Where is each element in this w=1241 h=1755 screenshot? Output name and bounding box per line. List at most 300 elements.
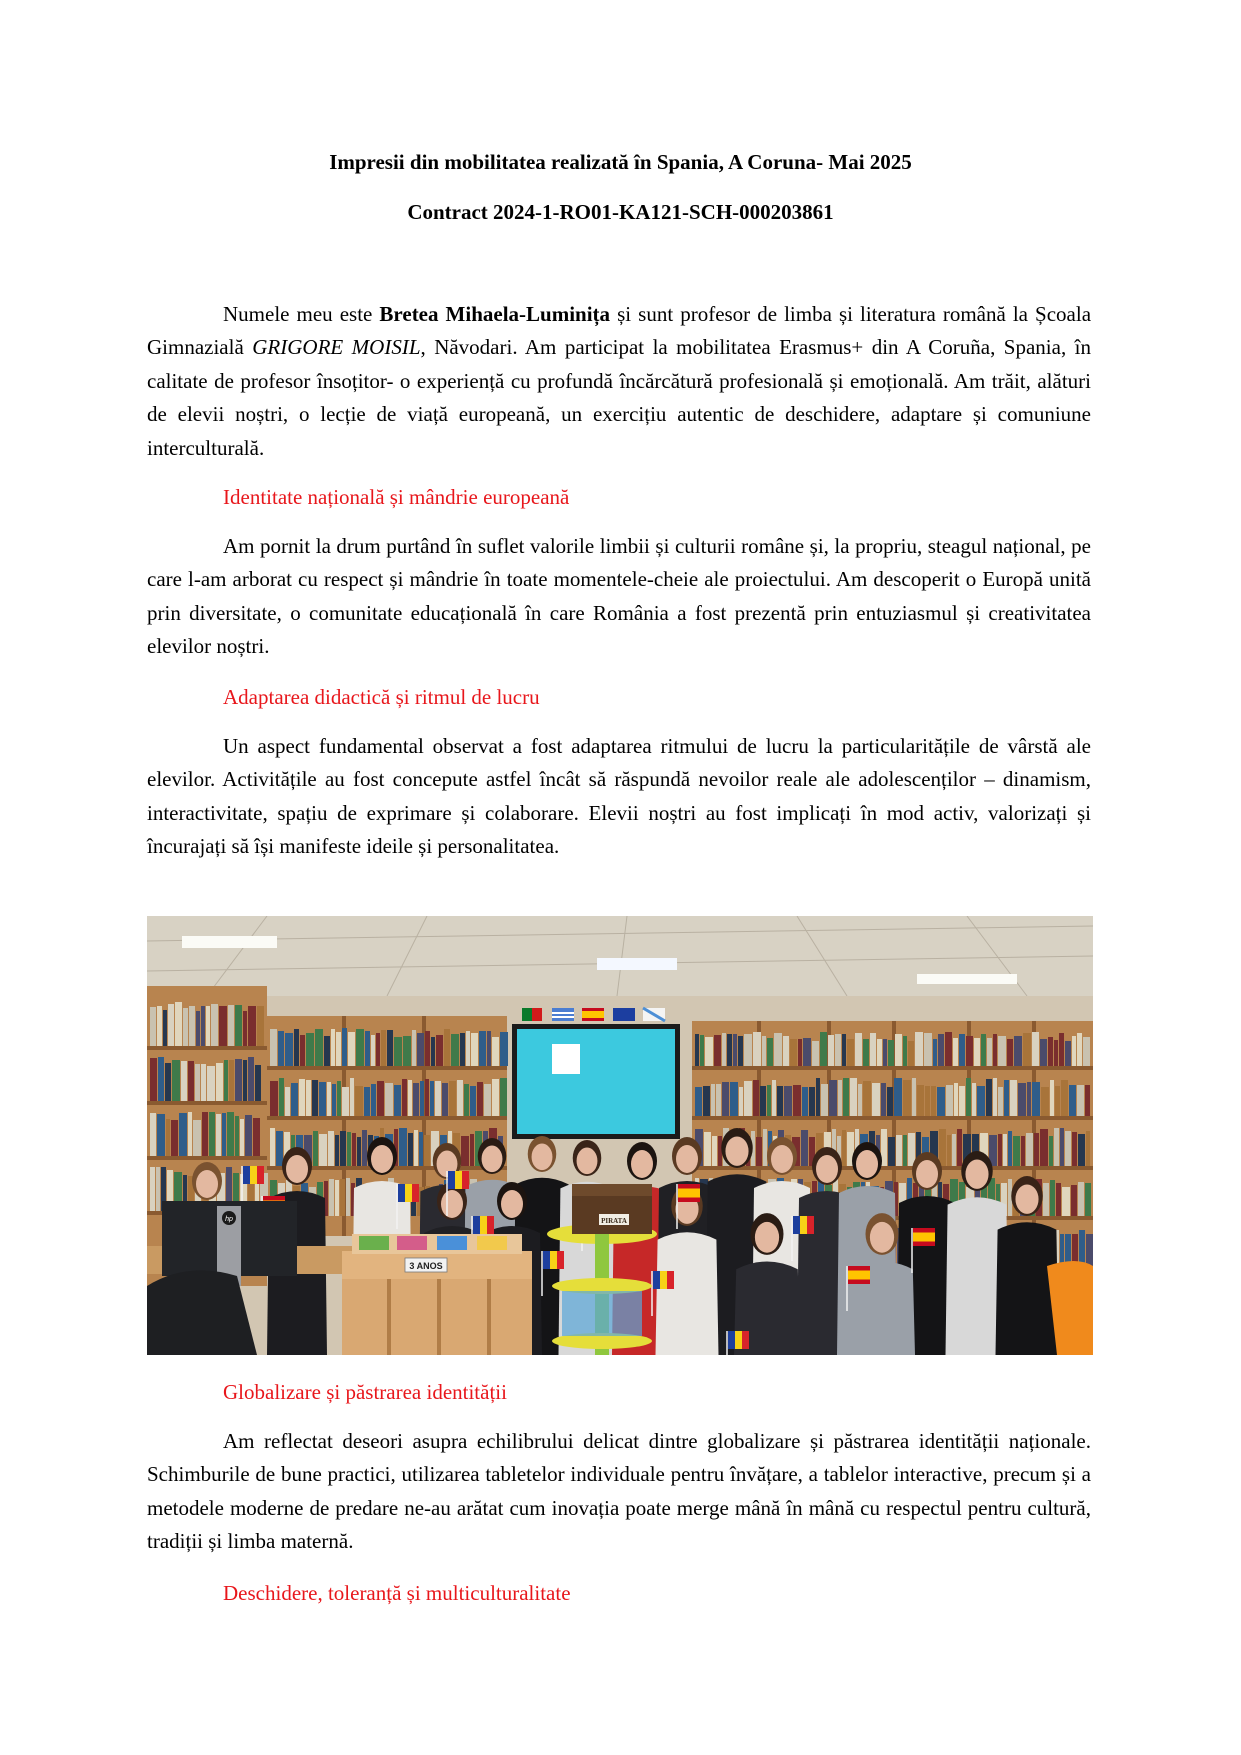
- book: [500, 1032, 508, 1066]
- book: [1050, 1080, 1054, 1116]
- book: [414, 1130, 418, 1166]
- book: [315, 1029, 323, 1066]
- book: [449, 1081, 456, 1116]
- section-heading-identity: Identitate națională și mândrie europeană: [223, 485, 570, 509]
- book: [870, 1033, 876, 1066]
- book: [802, 1087, 808, 1116]
- book: [711, 1084, 715, 1116]
- book: [1086, 1234, 1093, 1266]
- book: [959, 1086, 965, 1116]
- section-heading-didactic: Adaptarea didactică și ritmul de lucru: [223, 685, 540, 709]
- section-heading-openness: Deschidere, toleranță și multiculturalitate: [223, 1581, 571, 1605]
- book: [966, 1078, 971, 1116]
- book: [319, 1134, 327, 1166]
- book: [705, 1037, 713, 1066]
- book: [703, 1086, 710, 1116]
- book: [888, 1137, 895, 1166]
- childrens-bookcase: [342, 1234, 532, 1355]
- book: [1021, 1136, 1025, 1166]
- author-name: Bretea Mihaela-Luminița: [379, 302, 611, 326]
- book: [435, 1081, 441, 1116]
- book: [1003, 1134, 1007, 1166]
- book: [385, 1083, 393, 1116]
- book: [484, 1084, 491, 1116]
- book: [1040, 1039, 1047, 1066]
- book: [209, 1112, 215, 1156]
- book: [329, 1179, 334, 1216]
- book: [270, 1081, 278, 1116]
- book: [211, 1004, 218, 1046]
- school-name: GRIGORE MOISIL: [252, 335, 421, 360]
- book: [903, 1135, 907, 1166]
- book: [977, 1086, 985, 1116]
- book: [993, 1034, 997, 1066]
- book: [206, 1006, 210, 1046]
- book: [855, 1033, 862, 1066]
- book: [1077, 1033, 1082, 1066]
- book: [767, 1085, 771, 1116]
- flag-eu: [613, 1008, 635, 1021]
- book: [695, 1087, 702, 1116]
- book: [150, 1058, 157, 1101]
- book: [784, 1086, 792, 1116]
- group-photo: [147, 916, 1093, 1355]
- book: [356, 1029, 364, 1066]
- book: [216, 1114, 221, 1156]
- book: [464, 1084, 469, 1116]
- book: [981, 1034, 986, 1066]
- book: [915, 1032, 923, 1066]
- book: [340, 1131, 346, 1166]
- book: [695, 1034, 699, 1066]
- book: [387, 1030, 393, 1066]
- book: [924, 1033, 932, 1066]
- book: [1078, 1134, 1085, 1166]
- book: [835, 1034, 841, 1066]
- book: [417, 1033, 424, 1066]
- book: [716, 1084, 721, 1116]
- book: [477, 1082, 483, 1116]
- book: [487, 1031, 491, 1066]
- book: [342, 1087, 349, 1116]
- book: [219, 1006, 227, 1046]
- book: [863, 1081, 871, 1116]
- book: [394, 1085, 401, 1116]
- book: [381, 1030, 386, 1066]
- ceiling-light: [917, 974, 1017, 984]
- book: [1007, 1039, 1013, 1066]
- book: [461, 1136, 469, 1166]
- book: [952, 1134, 956, 1166]
- book: [424, 1135, 430, 1166]
- book: [285, 1087, 290, 1116]
- board-window: [552, 1044, 580, 1074]
- book: [248, 1057, 254, 1101]
- book: [376, 1033, 380, 1066]
- book: [313, 1131, 318, 1166]
- book: [168, 1004, 174, 1046]
- book: [253, 1118, 260, 1156]
- book: [712, 1136, 717, 1166]
- book: [278, 1031, 284, 1066]
- book: [895, 1034, 902, 1066]
- book: [972, 1083, 976, 1116]
- book: [235, 1005, 242, 1046]
- section-body-globalization: Am reflectat deseori asupra echilibrului delicat dintre globalizare și păstrarea identității naționale. Schimburile de bune practici, utilizarea tabletelor individuale pentru învățare, a tablelor interactive, precum și a metodele moderne de predare ne-au arătat cum inovația poate merge mână în mână cu respectul pentru cultură, tradiții și limba maternă.: [147, 1429, 1091, 1554]
- book: [998, 1134, 1002, 1166]
- book: [966, 1036, 973, 1066]
- book: [816, 1078, 820, 1116]
- hp-logo-text: hp: [225, 1216, 233, 1223]
- book: [1018, 1083, 1026, 1116]
- book: [306, 1080, 311, 1116]
- book: [324, 1036, 330, 1066]
- book: [460, 1033, 465, 1066]
- book: [809, 1087, 815, 1116]
- intro-paragraph: [147, 298, 1091, 465]
- book: [793, 1085, 801, 1116]
- book: [362, 1130, 367, 1166]
- book: [158, 1057, 164, 1101]
- book: [883, 1039, 887, 1066]
- book: [881, 1083, 886, 1116]
- book: [300, 1035, 305, 1066]
- book: [347, 1132, 351, 1166]
- book: [346, 1178, 350, 1216]
- book: [248, 1006, 256, 1046]
- book: [1060, 1234, 1064, 1266]
- book: [243, 1011, 247, 1046]
- book: [285, 1033, 293, 1066]
- book: [946, 1085, 953, 1116]
- book: [222, 1113, 226, 1156]
- book: [156, 1167, 160, 1211]
- book: [350, 1078, 354, 1116]
- book: [1040, 1129, 1048, 1166]
- book: [245, 1115, 252, 1156]
- book: [998, 1036, 1006, 1066]
- book: [959, 1034, 965, 1066]
- book: [172, 1060, 180, 1101]
- flag-greece: [552, 1008, 574, 1021]
- book: [753, 1032, 761, 1066]
- book: [722, 1082, 729, 1116]
- book: [753, 1080, 759, 1116]
- book: [188, 1061, 194, 1101]
- intro-after-name: și sunt profesor de limba și literatura română la Școala Gimnazială: [147, 302, 1092, 360]
- book: [291, 1083, 298, 1116]
- book: [471, 1033, 478, 1066]
- book: [744, 1081, 752, 1116]
- book: [257, 1006, 264, 1046]
- book: [179, 1113, 187, 1156]
- book: [328, 1131, 334, 1166]
- book: [925, 1086, 930, 1116]
- book: [457, 1080, 463, 1116]
- book: [850, 1078, 857, 1116]
- chest-label-text: PIRATA: [601, 1217, 627, 1225]
- book: [1014, 1036, 1022, 1066]
- book: [1043, 1183, 1049, 1216]
- book: [877, 1039, 882, 1066]
- book: [364, 1087, 370, 1116]
- book: [420, 1081, 424, 1116]
- book: [908, 1133, 915, 1166]
- book: [327, 1082, 331, 1116]
- book: [803, 1038, 811, 1066]
- book: [243, 1060, 247, 1101]
- book: [1008, 1131, 1012, 1166]
- book: [340, 1179, 345, 1216]
- book: [371, 1035, 375, 1066]
- book: [224, 1060, 228, 1101]
- book: [838, 1080, 842, 1116]
- book: [1086, 1131, 1090, 1166]
- book: [858, 1084, 862, 1116]
- book: [312, 1080, 318, 1116]
- book: [165, 1063, 171, 1101]
- book: [201, 1064, 206, 1101]
- book: [760, 1086, 766, 1116]
- book: [842, 1130, 846, 1166]
- book: [1054, 1040, 1058, 1066]
- book: [365, 1031, 370, 1066]
- book: [436, 1035, 443, 1066]
- book: [1077, 1085, 1084, 1116]
- book: [357, 1137, 361, 1166]
- book: [801, 1130, 808, 1166]
- book: [1048, 1037, 1053, 1066]
- book: [762, 1036, 766, 1066]
- book: [279, 1078, 284, 1116]
- section-heading-globalization: Globalizare și păstrarea identității: [223, 1380, 507, 1404]
- book: [767, 1038, 773, 1066]
- book: [1049, 1136, 1053, 1166]
- section-body-identity: Am pornit la drum purtând în suflet valorile limbii și culturii române și, la propriu, steagul național, pe care l-am arborat cu respect și mândrie în toate momentele-cheie ale proiectului. Am descoperit o Europă unită prin diversitate, o comunitate educațională în care România a fost prezentă prin entuziasmul și creativitatea elevilor noștri.: [147, 534, 1091, 659]
- book: [202, 1112, 208, 1156]
- book: [403, 1036, 411, 1066]
- book: [790, 1039, 797, 1066]
- book: [1085, 1183, 1091, 1216]
- book: [954, 1083, 958, 1116]
- book: [492, 1037, 499, 1066]
- book: [235, 1116, 239, 1156]
- book: [700, 1035, 704, 1066]
- book: [908, 1041, 914, 1066]
- book: [727, 1034, 732, 1066]
- book: [408, 1080, 412, 1116]
- book: [1055, 1086, 1060, 1116]
- book: [276, 1131, 283, 1166]
- book: [335, 1135, 339, 1166]
- book: [974, 1038, 980, 1066]
- book: [1085, 1085, 1090, 1116]
- book: [1069, 1085, 1076, 1116]
- book: [1026, 1133, 1033, 1166]
- book: [228, 1005, 234, 1046]
- book: [722, 1033, 726, 1066]
- book: [896, 1135, 902, 1166]
- book: [451, 1034, 459, 1066]
- book: [163, 1010, 167, 1046]
- book: [1023, 1033, 1031, 1066]
- book: [235, 1059, 242, 1101]
- group-photo-illustration: [147, 916, 1093, 1355]
- book: [1032, 1082, 1040, 1116]
- book: [150, 1113, 156, 1156]
- book: [335, 1180, 339, 1216]
- book: [937, 1087, 945, 1116]
- book: [348, 1032, 355, 1066]
- book: [337, 1081, 341, 1116]
- book: [998, 1087, 1003, 1116]
- book: [829, 1080, 837, 1116]
- book: [216, 1063, 223, 1101]
- book: [1061, 1080, 1068, 1116]
- book: [888, 1040, 894, 1066]
- book: [171, 1120, 178, 1156]
- book: [470, 1086, 476, 1116]
- book: [820, 1032, 827, 1066]
- book: [270, 1029, 277, 1066]
- book: [207, 1066, 215, 1101]
- book: [821, 1084, 828, 1116]
- book: [331, 1029, 335, 1066]
- book: [957, 1129, 962, 1166]
- book: [763, 1129, 767, 1166]
- book: [1065, 1131, 1071, 1166]
- book: [847, 1039, 854, 1066]
- book: [442, 1083, 448, 1116]
- book: [738, 1036, 743, 1066]
- book: [183, 1008, 188, 1046]
- book: [1062, 1187, 1070, 1216]
- book: [863, 1039, 869, 1066]
- book: [1054, 1128, 1059, 1166]
- book: [894, 1078, 902, 1116]
- book: [425, 1079, 429, 1116]
- book: [402, 1079, 407, 1116]
- book: [181, 1061, 187, 1101]
- book: [413, 1083, 419, 1116]
- book: [270, 1128, 275, 1166]
- book: [986, 1079, 992, 1116]
- book: [1079, 1230, 1085, 1266]
- pirate-chest: [572, 1184, 652, 1234]
- book: [704, 1132, 711, 1166]
- book: [175, 1002, 182, 1046]
- book: [492, 1079, 499, 1116]
- book: [227, 1112, 234, 1156]
- book: [444, 1029, 450, 1066]
- book: [912, 1078, 916, 1116]
- book: [240, 1119, 244, 1156]
- book: [872, 1083, 880, 1116]
- book: [993, 1078, 997, 1116]
- book: [425, 1031, 430, 1066]
- document-title: Impresii din mobilitatea realizată în Spania, A Coruna- Mai 2025: [329, 150, 912, 174]
- book: [419, 1132, 423, 1166]
- book: [355, 1086, 363, 1116]
- book: [1004, 1080, 1009, 1116]
- book: [777, 1086, 783, 1116]
- book: [352, 1133, 356, 1166]
- book: [193, 1120, 201, 1156]
- book: [189, 1006, 195, 1046]
- book: [903, 1036, 907, 1066]
- book: [1078, 1182, 1084, 1216]
- book: [1050, 1180, 1055, 1216]
- book: [774, 1033, 782, 1066]
- intro-after-school: , Năvodari. Am participat la mobilitatea Erasmus+ din A Coruña, Spania, în calitate de profesor însoțitor- o experiență cu profundă încărcătură profesională și emoțională. Am trăit, alături de elevii noștri, o lecție de viață europeană, un exercițiu autentic de deschidere, adaptare și comuniune interculturală.: [147, 335, 1091, 460]
- book: [1041, 1087, 1049, 1116]
- book: [1083, 1037, 1090, 1066]
- ceiling-light: [597, 958, 677, 970]
- book: [408, 1133, 413, 1166]
- book: [739, 1087, 743, 1116]
- book: [812, 1041, 819, 1066]
- book: [157, 1006, 162, 1046]
- book: [887, 1087, 893, 1116]
- book: [1013, 1136, 1020, 1166]
- book: [756, 1137, 762, 1166]
- book: [1065, 1041, 1071, 1066]
- book: [166, 1119, 170, 1156]
- book: [917, 1085, 924, 1116]
- book: [1010, 1080, 1017, 1116]
- book: [842, 1034, 846, 1066]
- book: [394, 1037, 402, 1066]
- book: [798, 1039, 802, 1066]
- book: [196, 1011, 200, 1046]
- book: [466, 1031, 470, 1066]
- book: [1032, 1032, 1039, 1066]
- book: [299, 1079, 305, 1116]
- bookcase-sign-text: 3 ANOS: [409, 1261, 443, 1271]
- contract-number: Contract 2024-1-RO01-KA121-SCH-000203861: [407, 200, 834, 224]
- book: [1027, 1082, 1031, 1116]
- book: [431, 1037, 435, 1066]
- book: [939, 1129, 946, 1166]
- book: [843, 1078, 849, 1116]
- book: [783, 1036, 789, 1066]
- board-screen: [517, 1029, 675, 1134]
- book: [938, 1034, 944, 1066]
- book: [1059, 1033, 1064, 1066]
- book: [399, 1128, 407, 1166]
- book: [255, 1065, 261, 1101]
- book: [150, 1167, 155, 1211]
- ceiling-light: [182, 936, 277, 948]
- book: [714, 1035, 721, 1066]
- book: [1071, 1185, 1077, 1216]
- book: [772, 1080, 776, 1116]
- book: [1056, 1183, 1061, 1216]
- book: [229, 1060, 234, 1101]
- book: [430, 1081, 434, 1116]
- book: [195, 1064, 200, 1101]
- book: [306, 1033, 314, 1066]
- book: [730, 1082, 738, 1116]
- book: [744, 1034, 752, 1066]
- book: [412, 1030, 416, 1066]
- book: [828, 1035, 834, 1066]
- book: [157, 1114, 165, 1156]
- book: [1060, 1128, 1064, 1166]
- book: [150, 1007, 156, 1046]
- book: [947, 1135, 951, 1166]
- intro-lead: Numele meu este: [223, 302, 380, 326]
